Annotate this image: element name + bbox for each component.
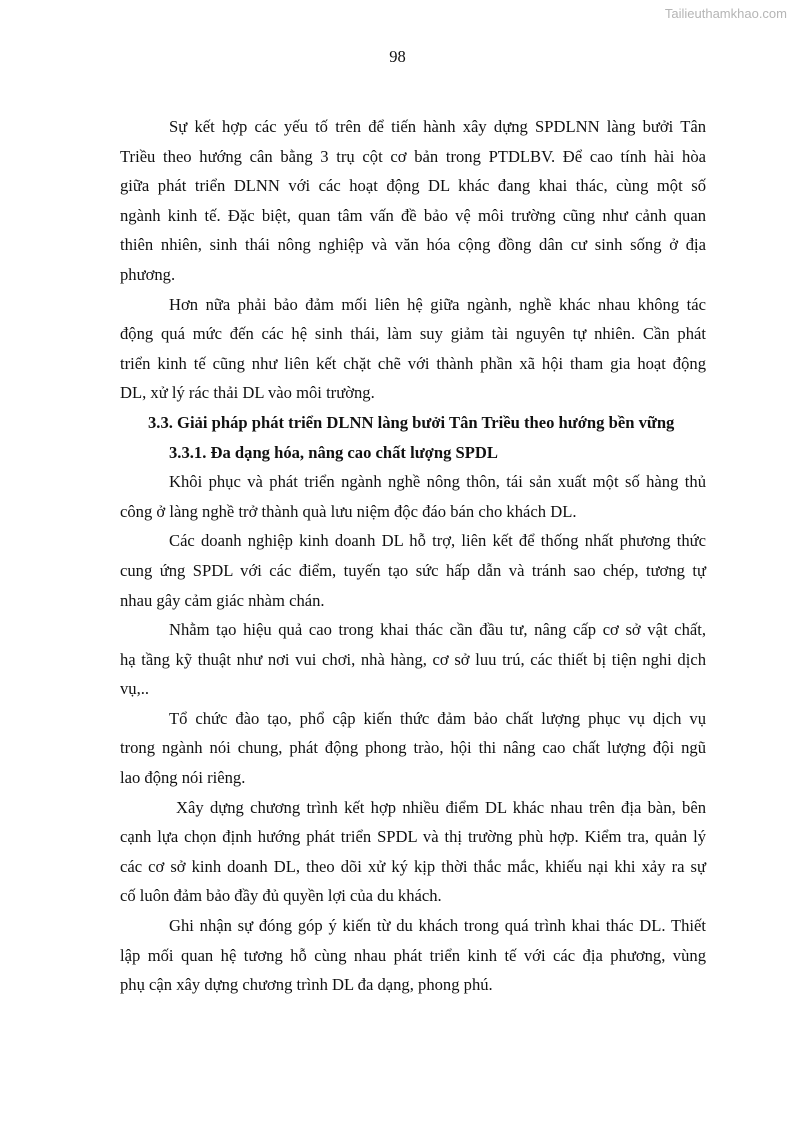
text-line: Tổ chức đào tạo, phổ cập kiến thức đảm bảo chất lượng phục vụ dịch vụ (169, 708, 706, 728)
paragraph (120, 112, 706, 290)
page-number: 98 (389, 47, 406, 66)
section-heading: 3.3. Giải pháp phát triển DLNN làng bưởi Tân Triều theo hướng bền vững (148, 412, 675, 432)
text-line: phụ cận xây dựng chương trình DL đa dạng, phong phú. (120, 975, 493, 995)
text-line: Xây dựng chương trình kết hợp nhiều điểm DL khác nhau trên địa bàn, bên (176, 797, 706, 817)
text-line: vụ,.. (120, 679, 150, 699)
text-line: Hơn nữa phải bảo đảm mối liên hệ giữa ngành, nghề khác nhau không tác (169, 294, 706, 314)
subsection-heading: 3.3.1. Đa dạng hóa, nâng cao chất lượng SPDL (169, 442, 498, 462)
text-line: giữa phát triển DLNN với các hoạt động DL khác đang khai thác, cùng một số (120, 176, 706, 196)
text-line: Sự kết hợp các yếu tố trên để tiến hành xây dựng SPDLNN làng bưởi Tân (169, 117, 706, 136)
text-line: lao động nói riêng. (120, 768, 246, 788)
text-line: Các doanh nghiệp kinh doanh DL hỗ trợ, liên kết để thống nhất phương thức (169, 531, 706, 551)
paragraph (120, 911, 706, 1000)
text-line: ngành kinh tế. Đặc biệt, quan tâm vấn đề bảo vệ môi trường cũng như cảnh quan (120, 205, 706, 225)
text-line: cố luôn đảm bảo đầy đủ quyền lợi của du khách. (120, 886, 442, 906)
text-line: động quá mức đến các hệ sinh thái, làm suy giảm tài nguyên tự nhiên. Cần phát (120, 324, 706, 344)
document-body (120, 112, 706, 1000)
watermark: Tailieuthamkhao.com (664, 6, 787, 21)
text-line: hạ tầng kỹ thuật như nơi vui chơi, nhà hàng, cơ sở luu trú, các thiết bị tiện nghi dịch (120, 649, 706, 669)
text-line: công ở làng nghề trở thành quà lưu niệm độc đáo bán cho khách DL. (120, 501, 577, 521)
text-line: nhau gây cảm giác nhàm chán. (120, 590, 325, 610)
text-line: trong ngành nói chung, phát động phong trào, hội thi nâng cao chất lượng đội ngũ (120, 738, 706, 758)
text-line: DL, xử lý rác thải DL vào môi trường. (120, 383, 375, 403)
text-line: phương. (120, 264, 176, 284)
text-line: Khôi phục và phát triển ngành nghề nông thôn, tái sản xuất một số hàng thủ (169, 472, 706, 492)
text-line: Triều theo hướng cân bằng 3 trụ cột cơ bản trong PTDLBV. Để cao tính hài hòa (120, 146, 706, 166)
text-line: thiên nhiên, sinh thái nông nghiệp và văn hóa cộng đồng dân cư sinh sống ở địa (120, 235, 706, 255)
paragraph (120, 704, 706, 793)
paragraph (120, 793, 706, 911)
paragraph (120, 615, 706, 704)
text-line: triển kinh tế cũng như liên kết chặt chẽ với thành phần xã hội tham gia hoạt động (120, 353, 706, 373)
text-line: cung ứng SPDL với các điểm, tuyến tạo sức hấp dẫn và tránh sao chép, tương tự (120, 560, 706, 580)
paragraph (120, 290, 706, 408)
paragraph (120, 526, 706, 615)
text-line: cạnh lựa chọn định hướng phát triển SPDL và thị trường phù hợp. Kiểm tra, quản lý (120, 827, 706, 847)
paragraph (120, 467, 706, 526)
text-line: lập mối quan hệ tương hỗ cùng nhau phát triển kinh tế với các địa phương, vùng (120, 945, 706, 965)
text-line: Nhằm tạo hiệu quả cao trong khai thác cần đầu tư, nâng cấp cơ sở vật chất, (169, 620, 706, 640)
text-line: các cơ sở kinh doanh DL, theo dõi xử ký kịp thời thắc mắc, khiếu nại khi xảy ra sự (120, 856, 706, 876)
text-line: Ghi nhận sự đóng góp ý kiến từ du khách trong quá trình khai thác DL. Thiết (169, 916, 706, 936)
